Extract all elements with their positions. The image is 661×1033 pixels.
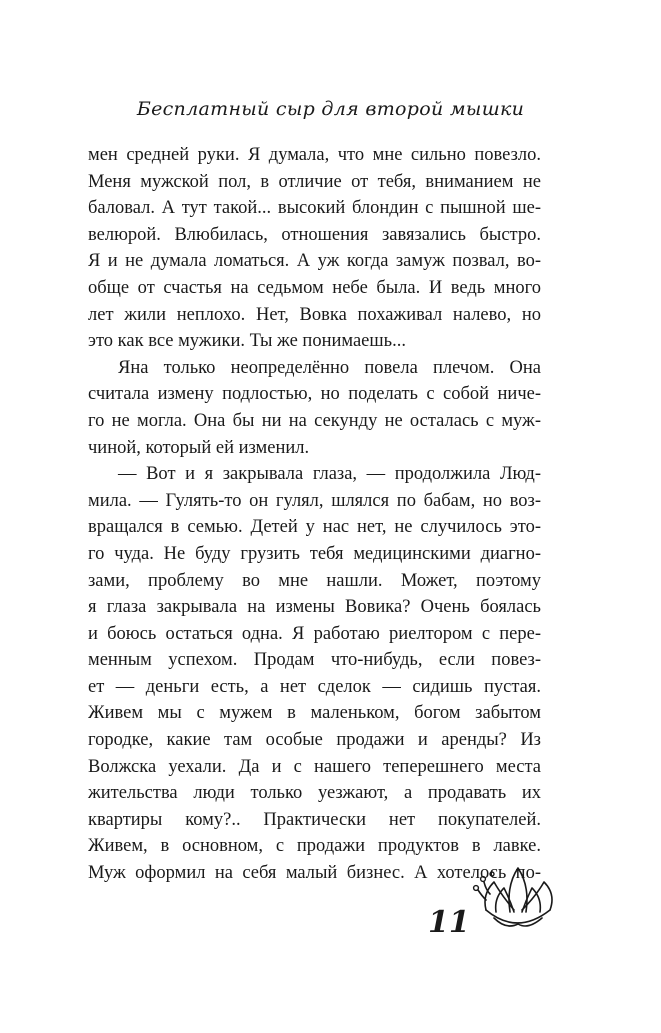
body-text: [88, 142, 541, 887]
lotus-flower-icon: [472, 860, 562, 935]
text-line: вращался в семью. Детей у нас нет, не случилось это-: [88, 517, 541, 538]
text-line: лет жили неплохо. Нет, Вовка похаживал налево, но: [88, 304, 541, 325]
text-line: квартиры кому?.. Практически нет покупателей.: [88, 809, 541, 830]
text-line: считала измену подлостью, но поделать с собой ниче-: [88, 384, 541, 405]
text-line: городке, какие там особые продажи и аренды? Из: [88, 730, 541, 751]
text-line: го чуда. Не буду грузить тебя медицинскими диагно-: [88, 543, 541, 564]
text-line: это как все мужики. Ты же понимаешь...: [88, 331, 406, 352]
text-line: зами, проблему во мне нашли. Может, поэтому: [88, 570, 541, 591]
text-line: я глаза закрывала на измены Вовика? Очень боялась: [88, 597, 541, 618]
text-line: жительства люди только уезжают, а продавать их: [88, 783, 541, 804]
text-line: Муж оформил на себя малый бизнес. А хотелось по-: [88, 863, 541, 884]
text-line: велюрой. Влюбилась, отношения завязались быстро.: [88, 224, 541, 245]
text-line: — Вот и я закрывала глаза, — продолжила Люд-: [118, 464, 541, 485]
text-line: мен средней руки. Я думала, что мне сильно повезло.: [88, 145, 541, 165]
text-line: чиной, который ей изменил.: [88, 437, 310, 458]
text-line: Живем мы с мужем в маленьком, богом забытом: [88, 703, 541, 724]
text-line: Волжска уехали. Да и с нашего теперешнего места: [88, 756, 541, 777]
text-line: менным успехом. Продам что-нибудь, если повез-: [88, 650, 541, 671]
text-line: го не могла. Она бы ни на секунду не осталась с муж-: [88, 410, 541, 431]
text-line: мила. — Гулять-то он гулял, шлялся по бабам, но воз-: [88, 490, 541, 511]
text-line: Яна только неопределённо повела плечом. Она: [118, 357, 541, 378]
text-line: обще от счастья на седьмом небе была. И ведь много: [88, 277, 541, 298]
page-number: 11: [428, 905, 470, 940]
text-line: и боюсь остаться одна. Я работаю риелтором с пере-: [88, 623, 541, 644]
text-line: Я и не думала ломаться. А уж когда замуж позвал, во-: [88, 251, 541, 272]
text-line: баловал. А тут такой... высокий блондин с пышной ше-: [88, 198, 541, 219]
text-line: Живем, в основном, с продажи продуктов в лавке.: [88, 836, 541, 857]
text-line: Меня мужской пол, в отличие от тебя, вниманием не: [88, 171, 541, 192]
text-line: ет — деньги есть, а нет сделок — сидишь пустая.: [88, 676, 541, 697]
running-title: Бесплатный сыр для второй мышки: [136, 98, 525, 120]
